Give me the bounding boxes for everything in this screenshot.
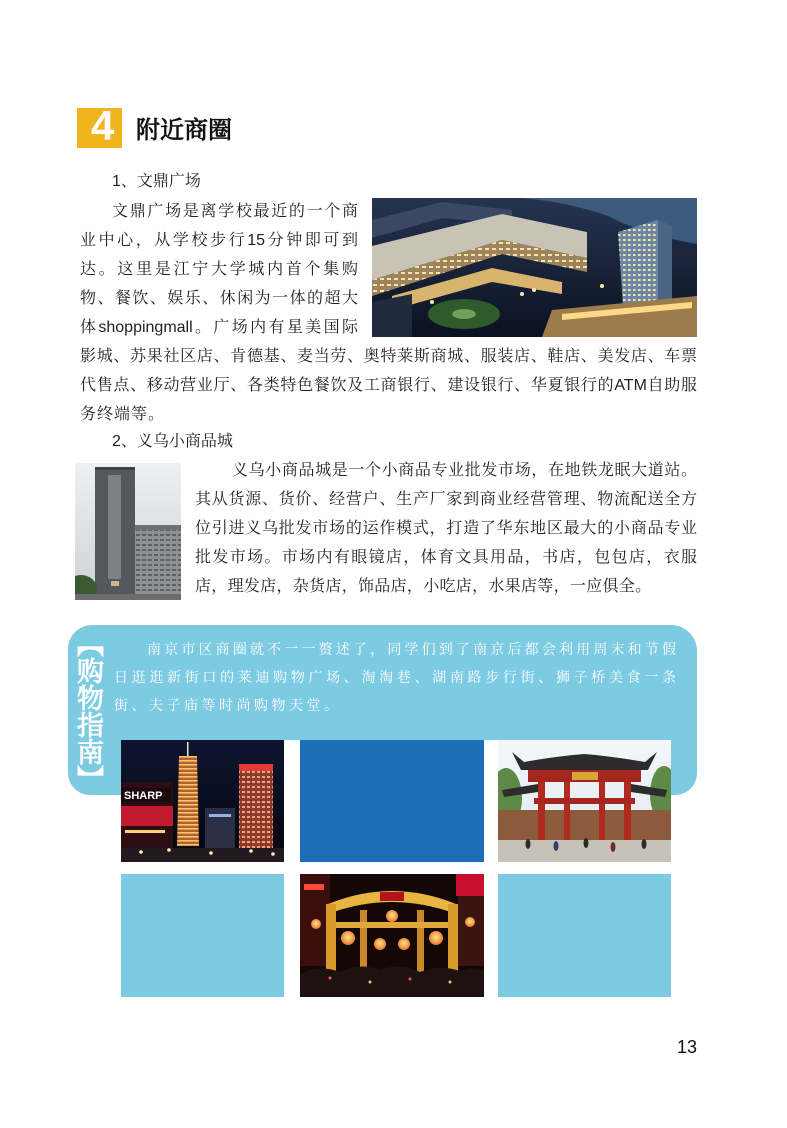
paragraph-line: 代售点、移动营业厅、各类特色餐饮及工商银行、建设银行、华夏银行的ATM自助服 (80, 377, 697, 394)
shopping-guide-label: 【购物指南】 (73, 630, 103, 792)
paragraph-line: 业中心，从学校步行15分钟即可到 (80, 232, 358, 249)
lantern (429, 931, 443, 945)
wending-paragraph (80, 197, 697, 429)
middle-building-lights (209, 814, 231, 817)
yiwu-heading: 2、义乌小商品城 (112, 433, 233, 450)
sign-text: SHARP (124, 790, 163, 802)
street (75, 594, 181, 600)
crowd-light (369, 981, 372, 984)
lantern (341, 931, 355, 945)
paragraph-line: 店，理发店，杂货店，饰品店，小吃店，水果店等，一应俱全。 (195, 578, 652, 595)
photo-tile-lantern-gate (300, 874, 484, 997)
side-building-roof (135, 525, 181, 530)
lantern (311, 919, 321, 929)
pillar (538, 782, 545, 840)
paragraph-line: 体shoppingmall。广场内有星美国际 (80, 319, 358, 336)
crowd-light (409, 978, 412, 981)
name-plaque (572, 772, 598, 780)
street-light (249, 849, 253, 853)
guide-line: 街、夫子庙等时尚购物天堂。 (114, 699, 342, 714)
gate-inner-pillar (360, 910, 367, 972)
paragraph-line: 务终端等。 (80, 406, 166, 423)
street-light (209, 851, 213, 855)
lantern (465, 917, 475, 927)
gate-pillar (326, 904, 336, 976)
crowd-light (449, 981, 452, 984)
color-tile-light-blue (121, 874, 284, 997)
gate-plaque (380, 892, 404, 901)
tower-facade-panel (108, 475, 121, 579)
shop-buildings (498, 810, 671, 840)
lantern (386, 910, 398, 922)
tall-tower (177, 756, 199, 846)
paragraph-line: 义乌小商品城是一个小商品专业批发市场，在地铁龙眠大道站。 (232, 462, 697, 479)
lantern (374, 938, 386, 950)
pillar (624, 782, 631, 840)
red-facade (121, 806, 173, 826)
pedestrian (611, 842, 616, 852)
night-city-photo (121, 740, 284, 862)
red-sign (456, 874, 484, 896)
guide-line: 日逛逛新街口的莱迪购物广场、淘淘巷、湖南路步行街、狮子桥美食一条 (114, 671, 676, 686)
pedestrian (584, 838, 589, 848)
section-title: 附近商圈 (136, 117, 232, 144)
neon-sign (304, 884, 324, 890)
lantern (398, 938, 410, 950)
crowd (300, 966, 484, 997)
pillar (564, 782, 570, 840)
street-light (167, 848, 171, 852)
gate-inner-pillar (417, 910, 424, 972)
lower-beam (534, 798, 635, 804)
photo-grid (121, 740, 671, 997)
gate-pillar (448, 904, 458, 976)
street (121, 848, 284, 862)
shopping-guide-text (114, 637, 676, 721)
right-building (458, 896, 484, 966)
paragraph-line: 物、餐饮、娱乐、休闲为一体的超大 (80, 290, 358, 307)
section-number: 4 (91, 102, 115, 149)
right-tower-crown (239, 764, 273, 771)
paragraph-line: 文鼎广场是离学校最近的一个商 (112, 203, 358, 220)
archway-photo (498, 740, 671, 862)
yiwu-building-photo (75, 463, 181, 600)
side-building (135, 529, 181, 600)
pillar (599, 782, 605, 840)
page-number: 13 (677, 1037, 698, 1057)
paragraph-line: 影城、苏果社区店、肯德基、麦当劳、奥特莱斯商城、服装店、鞋店、美发店、车票 (80, 348, 697, 365)
color-tile-dark-blue (300, 740, 484, 862)
yiwu-paragraph (195, 456, 697, 601)
pedestrian (554, 841, 559, 851)
entrance-emblem (111, 581, 119, 586)
paragraph-line: 批发市场。市场内有眼镜店，体育文具用品，书店，包包店，衣服 (195, 549, 697, 566)
right-tower (239, 770, 273, 850)
guide-line: 南京市区商圈就不一一赘述了，同学们到了南京后都会利用周末和节假 (147, 643, 676, 658)
pedestrian (526, 839, 531, 849)
lantern-gate-photo (300, 874, 484, 997)
left-building-lights (125, 830, 165, 833)
tower-roofline (95, 467, 135, 470)
street-light (271, 852, 275, 856)
color-tile-light-blue (498, 874, 671, 997)
photo-tile-archway (498, 740, 671, 862)
gate-crossbeam (336, 922, 448, 928)
tower-spire (187, 742, 189, 756)
pedestrian (642, 839, 647, 849)
paragraph-line: 位引进义乌批发市场的运作模式，打造了华东地区最大的小商品专业 (195, 520, 697, 537)
photo-tile-night-city (121, 740, 284, 862)
paragraph-line: 其从货源、货价、经营户、生产厂家到商业经营管理、物流配送全方 (195, 491, 697, 508)
street-light (139, 850, 143, 854)
wending-heading: 1、文鼎广场 (112, 173, 201, 190)
crowd-light (329, 977, 332, 980)
paragraph-line: 达。这里是江宁大学城内首个集购 (80, 261, 358, 278)
